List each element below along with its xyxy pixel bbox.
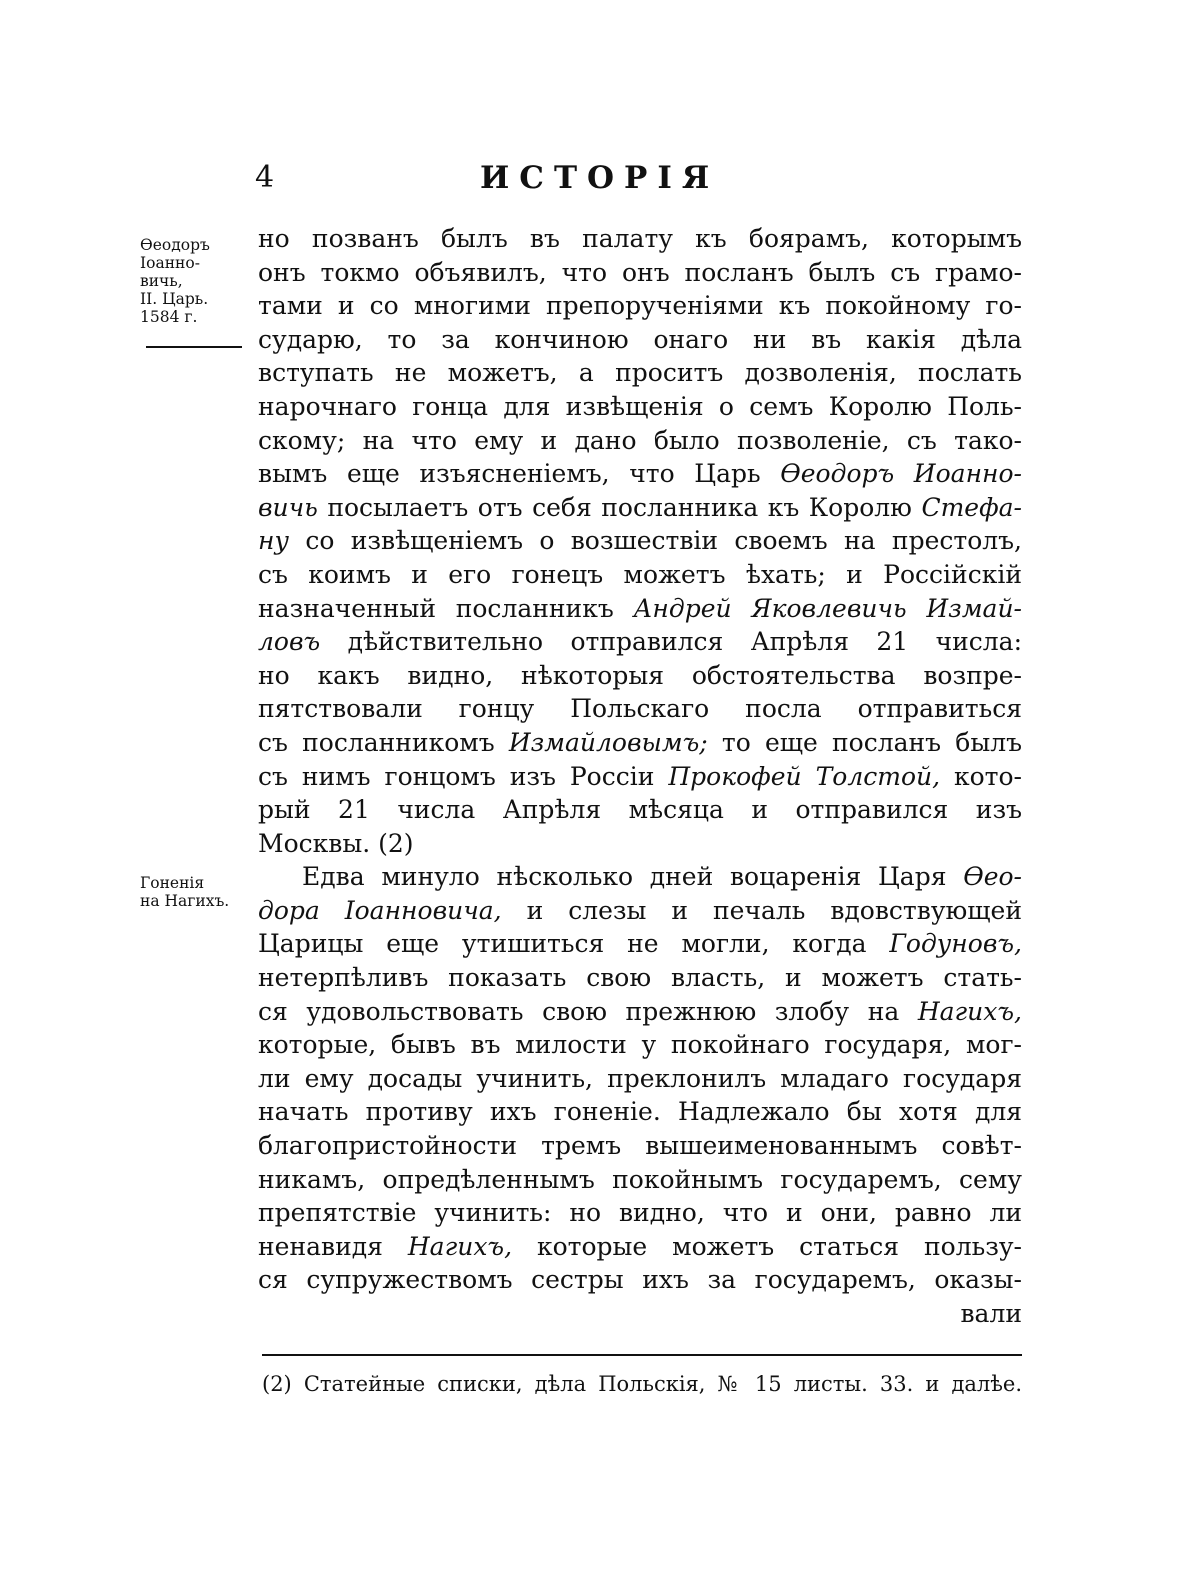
text-run: Едва минуло нѣсколько дней воцаренія Царя	[302, 862, 964, 892]
text-run: нетерпѣливъ показать свою власть, и можетъ стать-	[258, 963, 1022, 993]
margin-note-line: Ѳеодоръ	[140, 236, 210, 254]
italic-name: Годуновъ,	[889, 929, 1022, 959]
text-run: рый 21 числа Апрѣля мѣсяца и отправился изъ	[258, 795, 1022, 825]
text-line	[258, 390, 1022, 424]
margin-note-fedor	[140, 236, 252, 326]
running-title: ИСТОРІЯ	[480, 160, 720, 196]
text-line	[258, 1095, 1022, 1129]
italic-name: Ѳеодоръ Иоанно-	[780, 459, 1022, 489]
text-run: вымъ еще изъясненіемъ, что Царь	[258, 459, 781, 489]
text-run: никамъ, опредѣленнымъ покойнымъ государемъ, сему	[258, 1164, 1022, 1194]
text-run: но какъ видно, нѣкоторыя обстоятельства возпре-	[258, 660, 1022, 690]
text-run: ненавидя	[258, 1231, 408, 1261]
text-run: ли ему досады учинить, преклонилъ младаго государя	[258, 1063, 1022, 1093]
footnote-rule	[262, 1354, 1022, 1356]
page-number: 4	[255, 160, 275, 195]
margin-note-line: Іоанно-	[140, 254, 200, 272]
text-line	[258, 1163, 1022, 1197]
text-run: благопристойности тремъ вышеименованнымъ совѣт-	[258, 1131, 1022, 1161]
text-run: начать противу ихъ гоненіе. Надлежало бы хотя для	[258, 1097, 1022, 1127]
body-text	[258, 222, 1022, 1331]
text-run: которые, бывъ въ милости у покойнаго государя, мог-	[258, 1030, 1022, 1060]
text-line	[258, 692, 1022, 726]
italic-name: Прокофей Толстой,	[668, 761, 941, 791]
text-line	[258, 289, 1022, 323]
text-line	[258, 457, 1022, 491]
text-run: кото-	[940, 761, 1022, 791]
italic-name: ну	[258, 526, 289, 556]
text-run: назначенный посланникъ	[258, 593, 634, 623]
text-line	[258, 256, 1022, 290]
text-line	[258, 760, 1022, 794]
text-run: которые можетъ статься пользу-	[512, 1231, 1022, 1261]
text-line	[258, 961, 1022, 995]
text-line	[258, 323, 1022, 357]
italic-name: Измайловымъ;	[508, 727, 708, 757]
text-line	[258, 424, 1022, 458]
margin-note-rule	[146, 346, 242, 348]
italic-name: Андрей Яковлевичь Измай-	[633, 593, 1022, 623]
text-line	[258, 491, 1022, 525]
italic-name: ловъ	[258, 627, 321, 657]
text-run: ся супружествомъ сестры ихъ за государемъ, оказы-	[258, 1265, 1022, 1295]
text-line	[258, 625, 1022, 659]
text-line	[258, 1129, 1022, 1163]
text-line	[258, 1028, 1022, 1062]
text-line	[258, 592, 1022, 626]
text-run: онъ токмо объявилъ, что онъ посланъ былъ съ грамо-	[258, 257, 1022, 287]
text-line	[258, 356, 1022, 390]
margin-note-line: II. Царь.	[140, 290, 209, 308]
text-line	[258, 995, 1022, 1029]
italic-name: Ѳео-	[963, 862, 1022, 892]
italic-name: Нагихъ,	[407, 1231, 513, 1261]
text-run: то еще посланъ былъ	[707, 727, 1022, 757]
text-run: но позванъ былъ въ палату къ боярамъ, которымъ	[258, 224, 1022, 253]
text-line	[258, 793, 1022, 827]
text-run: вали	[960, 1299, 1022, 1328]
text-run: со извѣщеніемъ о возшествіи своемъ на престолъ,	[288, 526, 1022, 556]
text-run: съ нимъ гонцомъ изъ Россіи	[258, 761, 669, 791]
text-run: скому; на что ему и дано было позволеніе, съ тако-	[258, 425, 1022, 455]
text-line	[258, 1297, 1022, 1331]
text-line	[258, 558, 1022, 592]
text-line	[258, 1230, 1022, 1264]
margin-note-line: 1584 г.	[140, 308, 198, 326]
text-line	[258, 827, 1022, 861]
text-run: ся удовольствовать свою прежнюю злобу на	[258, 996, 918, 1026]
text-line	[258, 860, 1022, 894]
text-line	[258, 524, 1022, 558]
margin-note-line: вичь,	[140, 272, 183, 290]
italic-name: Стефа-	[921, 492, 1022, 522]
text-line	[258, 726, 1022, 760]
text-run: съ коимъ и его гонецъ можетъ ѣхать; и Россійскій	[258, 559, 1022, 589]
text-run: дѣйствительно отправился Апрѣля 21 числа:	[320, 627, 1022, 657]
margin-note-line: на Нагихъ.	[140, 892, 230, 910]
italic-name: дора Іоанновича,	[258, 895, 502, 925]
italic-name: Нагихъ,	[917, 996, 1022, 1026]
text-line	[258, 1263, 1022, 1297]
text-run: сударю, то за кончиною онаго ни въ какія дѣла	[258, 324, 1022, 354]
text-run: посылаетъ отъ себя посланника къ Королю	[317, 492, 922, 522]
text-run: нарочнаго гонца для извѣщенія о семъ Королю Поль-	[258, 391, 1022, 421]
text-run: пятствовали гонцу Польскаго посла отправиться	[258, 694, 1022, 724]
text-line	[258, 927, 1022, 961]
text-run: Москвы. (2)	[258, 828, 414, 858]
text-run: препятствіе учинить: но видно, что и они, равно ли	[258, 1198, 1022, 1228]
margin-note-persecution	[140, 874, 252, 910]
footnote: (2) Статейные списки, дѣла Польскія, № 15 листы. 33. и далѣе.	[262, 1372, 1022, 1396]
text-run: тами и со многими препорученіями къ покойному го-	[258, 291, 1022, 321]
text-line	[258, 1062, 1022, 1096]
text-run: съ посланникомъ	[258, 727, 509, 757]
italic-name: вичь	[258, 492, 318, 522]
text-run: Царицы еще утишиться не могли, когда	[258, 929, 890, 959]
text-line	[258, 659, 1022, 693]
margin-note-line: Гоненія	[140, 874, 205, 892]
text-line	[258, 1196, 1022, 1230]
text-run: и слезы и печаль вдовствующей	[501, 895, 1023, 925]
text-line	[258, 222, 1022, 256]
text-line	[258, 894, 1022, 928]
text-run: вступать не можетъ, а проситъ дозволенія, послать	[258, 358, 1022, 388]
